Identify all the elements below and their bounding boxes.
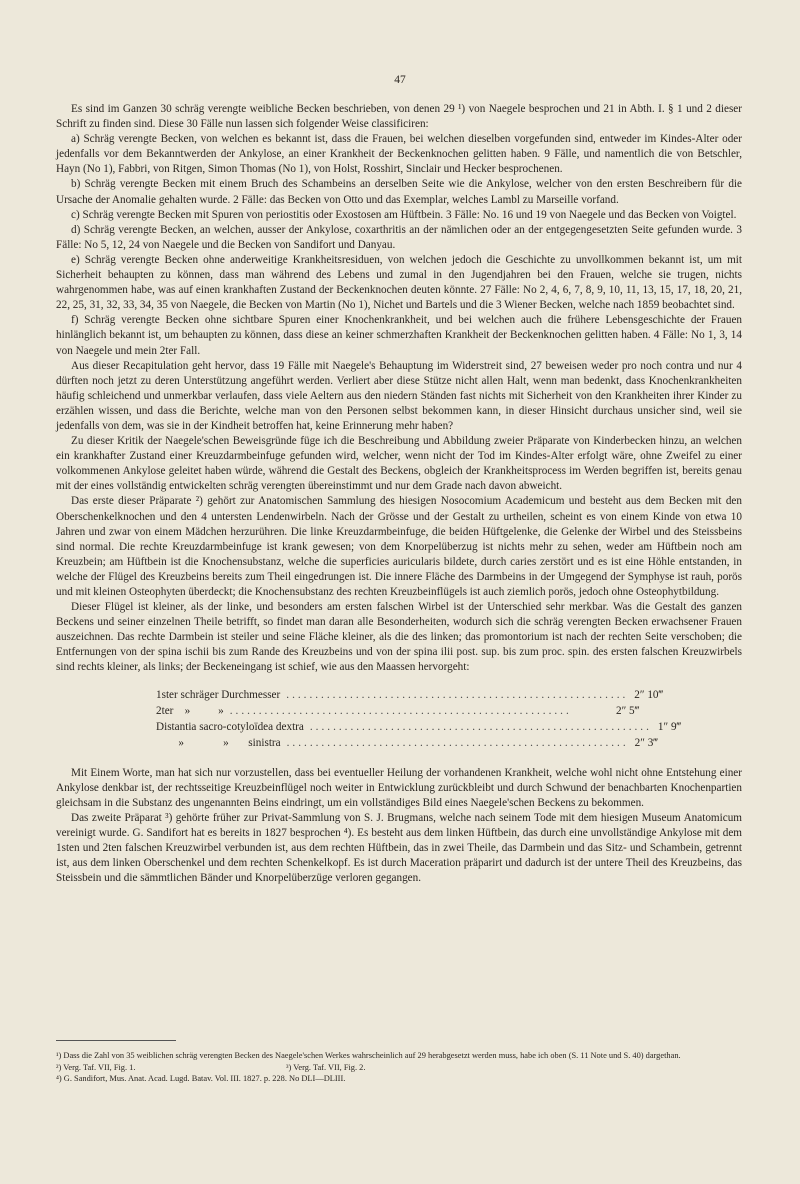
body-text bbox=[56, 102, 742, 886]
measurement-label: 2ter » » bbox=[156, 704, 224, 717]
paragraph: Aus dieser Recapitulation geht hervor, dass 19 Fälle mit Naegele's Behauptung im Widerstreit sind, 27 beweisen weder pro noch contra und nur 4 dürften noch jetzt zu deren Unterstützung angeführt werden. Verliert aber diese Stütze nicht allen Halt, wenn man bedenkt, dass Knochenkrankheiten häufig schleichend und unmerkbar verlaufen, dass viele Aeltern aus den niedern Ständen fast nichts mit Sicherheit von den Krankheiten ihrer Kinder zu erzählen wissen, und dass die Berichte, welche man von den Personen selbst bekommen kann, in dieser Hinsicht durchaus unsicher sind, weil sie jedenfalls von dem, was sie in der Kindheit betroffen hat, keine Erinnerung mehr haben? bbox=[56, 359, 742, 432]
paragraph: c) Schräg verengte Becken mit Spuren von periostitis oder Exostosen am Hüftbein. 3 Fälle: No. 16 und 19 von Naegele und das Becken von Voigtel. bbox=[71, 208, 737, 221]
measurement-label: » » sinistra bbox=[156, 736, 281, 749]
measurement-value: 2″ 3‴ bbox=[634, 736, 658, 749]
measurement-label: Distantia sacro-cotyloïdea dextra bbox=[156, 720, 304, 733]
paragraph: Mit Einem Worte, man hat sich nur vorzustellen, dass bei eventueller Heilung der vorhandenen Krankheit, welche wohl nicht ohne Entstehung einer Ankylose denkbar ist, der rechtsseitige Kreuzbeinflügel noch weiter in Entwicklung zurückbleibt und durch Schwund der benachbarten Knochenpartien gleichsam in die Substanz des ungenannten Beins eindringt, um ein vollständiges Bild eines Naegele'schen Beckens zu bekommen. bbox=[56, 766, 742, 809]
paragraph: Das erste dieser Präparate ²) gehört zur Anatomischen Sammlung des hiesigen Nosocomium Academicum und besteht aus dem Becken mit den Oberschenkelknochen und den 4 untersten Lendenwirbeln. Nach der Grösse und der Gestalt zu urtheilen, scheint es von einem Kinde von etwa 10 Jahren und zwar von einem Mädchen herzurühren. Die linke Kreuzdarmbeinfuge, die beiden Hüftgelenke, die Gelenke der Wirbel und des Steissbeins sind normal. Die rechte Kreuzdarmbeinfuge ist krank gewesen; von dem Knorpelüberzug ist nichts mehr zu sehen, weder am Hüftbein noch am Kreuzbein; am Hüftbein ist die Knochensubstanz, welche die superficies auricularis bildete, durch caries zerstört und es ist eine Höhle entstanden, in welche der Flügel des Kreuzbeins bereits zum Theil eingedrungen ist. Die innere Fläche des Darmbeins in der Umgegend der Symphyse ist rauh, porös und mit kleinen Osteophyten überdeckt; die Knochensubstanz des rechten Kreuzbeinflügels ist auch ziemlich porös, jedoch ohne Osteophytbildung. bbox=[56, 495, 742, 598]
paragraph: e) Schräg verengte Becken ohne anderweitige Krankheitsresiduen, von welchen jedoch die Geschichte zu unvollkommen bekannt ist, um mit Sicherheit behaupten zu können, dass man während des Lebens und zumal in den Jugendjahren bei den Frauen, welche sie trugen, nichts wahrgenommen habe, was auf einen krankhaften Zustand der Beckenknochen deuten könnte. 27 Fälle: No 2, 4, 6, 7, 8, 9, 10, 11, 13, 15, 17, 18, 20, 21, 22, 25, 31, 32, 33, 34, 35 von Naegele, die Becken von Martin (No 1), Nichet und Bartels und die 3 Wiener Becken, welche nach 1859 beobachtet sind. bbox=[56, 253, 742, 312]
footnote: ¹) Dass die Zahl von 35 weiblichen schräg verengten Becken des Naegele'schen Werkes wahrscheinlich auf 29 herabgesetzt werden muss, habe ich oben (S. 11 Note und S. 40) dargethan. bbox=[56, 1051, 681, 1060]
paragraph: b) Schräg verengte Becken mit einem Bruch des Schambeins an derselben Seite wie die Ankylose, welcher von den ersten Beschreibern für die Ursache der Anomalie gehalten wurde. 2 Fälle: das Becken von Otto und das Exemplar, welches Lambl zu Marseille vorfand. bbox=[56, 178, 742, 206]
measurement-row: » » sinistra ........................................................... 2″ 3‴ bbox=[156, 736, 676, 752]
footnote-row bbox=[56, 1062, 742, 1074]
paragraph: Es sind im Ganzen 30 schräg verengte weibliche Becken beschrieben, von denen 29 ¹) von Naegele besprochen und 21 in Abth. I. § 1 und 2 dieser Schrift zu finden sind. Diese 30 Fälle nun lassen sich folgender Weise classificiren: bbox=[56, 103, 742, 131]
footnote-divider bbox=[56, 1040, 176, 1041]
footnote: ⁴) G. Sandifort, Mus. Anat. Acad. Lugd. Batav. Vol. III. 1827. p. 228. No DLI—DLIII. bbox=[56, 1074, 346, 1083]
measurement-value: 2″ 10‴ bbox=[634, 688, 664, 701]
measurement-row: 1ster schräger Durchmesser ........................................................... 2″ 10‴ bbox=[156, 688, 676, 704]
measurement-row: 2ter » » ........................................................... 2″ 5‴ bbox=[156, 704, 676, 720]
footnotes bbox=[56, 1050, 742, 1085]
measurement-value: 1″ 9‴ bbox=[657, 720, 682, 733]
paragraph: Zu dieser Kritik der Naegele'schen Beweisgründe füge ich die Beschreibung und Abbildung zweier Präparate von Kinderbecken hinzu, an welchen ein krankhafter Zustand einer Kreuzdarmbeinfuge gefunden wird, welcher, wenn nicht der Tod im Kindes-Alter erfolgt wäre, ohne Zweifel zu einer volkommenen Ankylose geleitet haben würde, während die Gestalt des Beckens, obgleich der Krankheitsprocess im Werden begriffen ist, bereits genau mit der eines vollständig entwickelten schräg verengten übereinstimmt und nur dem Grade nach davon abweicht. bbox=[56, 435, 742, 493]
measurement-table bbox=[156, 688, 682, 752]
measurement-row: Distantia sacro-cotyloïdea dextra ........................................................... 1″ 9‴ bbox=[156, 720, 676, 736]
paragraph: d) Schräg verengte Becken, an welchen, ausser der Ankylose, coxarthritis an der nämlichen oder an der entgegengesetzten Seite gefunden wurde. 3 Fälle: No 5, 12, 24 von Naegele und die Becken von Sandifort und Danyau. bbox=[56, 223, 742, 251]
paragraph: Das zweite Präparat ³) gehörte früher zur Privat-Sammlung von S. J. Brugmans, welche nach seinem Tode mit dem hiesigen Museum Anatomicum vereinigt wurde. G. Sandifort hat es bereits in 1827 besprochen ⁴). Es besteht aus dem linken Hüftbein, das durch eine unvollständige Ankylose mit dem 1sten und 2ten falschen Kreuzwirbel verbunden ist, aus dem rechten Hüftbein, das in zwei Theile, das Darmbein und das Sitz- und Schambein, getrennt ist, aus dem linken Oberschenkel und dem rechten Schenkelkopf. Es ist durch Maceration präparirt und dadurch ist der untere Theil des Kreuzbeins, das Steissbein und die sämmtlichen Bänder und Knorpelüberzüge verloren gegangen. bbox=[56, 811, 742, 885]
page-number: 47 bbox=[394, 74, 406, 86]
measurement-value: 2″ 5‴ bbox=[616, 704, 640, 717]
paragraph: Dieser Flügel ist kleiner, als der linke, und besonders am ersten falschen Wirbel ist der Unterschied sehr merkbar. Was die Gestalt des ganzen Beckens und seiner einzelnen Theile betrifft, so findet man daran alle Besonderheiten, wodurch sich die schräg verengten Becken erwachsener Frauen auszeichnen. Das rechte Darmbein ist steiler und seine Fläche kleiner, als die des linken; das promontorium ist nach der rechten Seite verschoben; die Entfernungen von der spina ischii bis zum Rande des Kreuzbeins und von der spina ilii post. sup. bis zum proc. spin. des ersten falschen Kreuzwirbels sind rechts kleiner, als links; der Beckeneingang ist schief, wie aus den Maassen hervorgeht: bbox=[56, 601, 742, 674]
paragraph: f) Schräg verengte Becken ohne sichtbare Spuren einer Knochenkrankheit, und bei welchen auch die frühere Lebensgeschichte der Frauen hinlänglich bekannt ist, um behaupten zu können, dass diese an keiner schmerzhaften Krankheit der Beckenknochen gelitten haben. 4 Fälle: No 1, 3, 14 von Naegele und mein 2ter Fall. bbox=[56, 314, 742, 357]
paragraph: a) Schräg verengte Becken, von welchen es bekannt ist, dass die Frauen, bei welchen dieselben vorgefunden sind, entweder im Kindes-Alter oder jedenfalls vor dem Bekanntwerden der Ankylose, an einer Krankheit der Beckenknochen gelitten haben. 9 Fälle, und namentlich die von Betschler, Hayn (No 1), Fabbri, von Ritgen, Simon Thomas (No 1), von Holst, Rosshirt, Sinclair und Hecker besprochenen. bbox=[56, 133, 742, 176]
footnote: ²) Verg. Taf. VII, Fig. 1. bbox=[56, 1062, 136, 1072]
footnote: ³) Verg. Taf. VII, Fig. 2. bbox=[286, 1062, 366, 1072]
measurement-label: 1ster schräger Durchmesser bbox=[156, 688, 281, 701]
